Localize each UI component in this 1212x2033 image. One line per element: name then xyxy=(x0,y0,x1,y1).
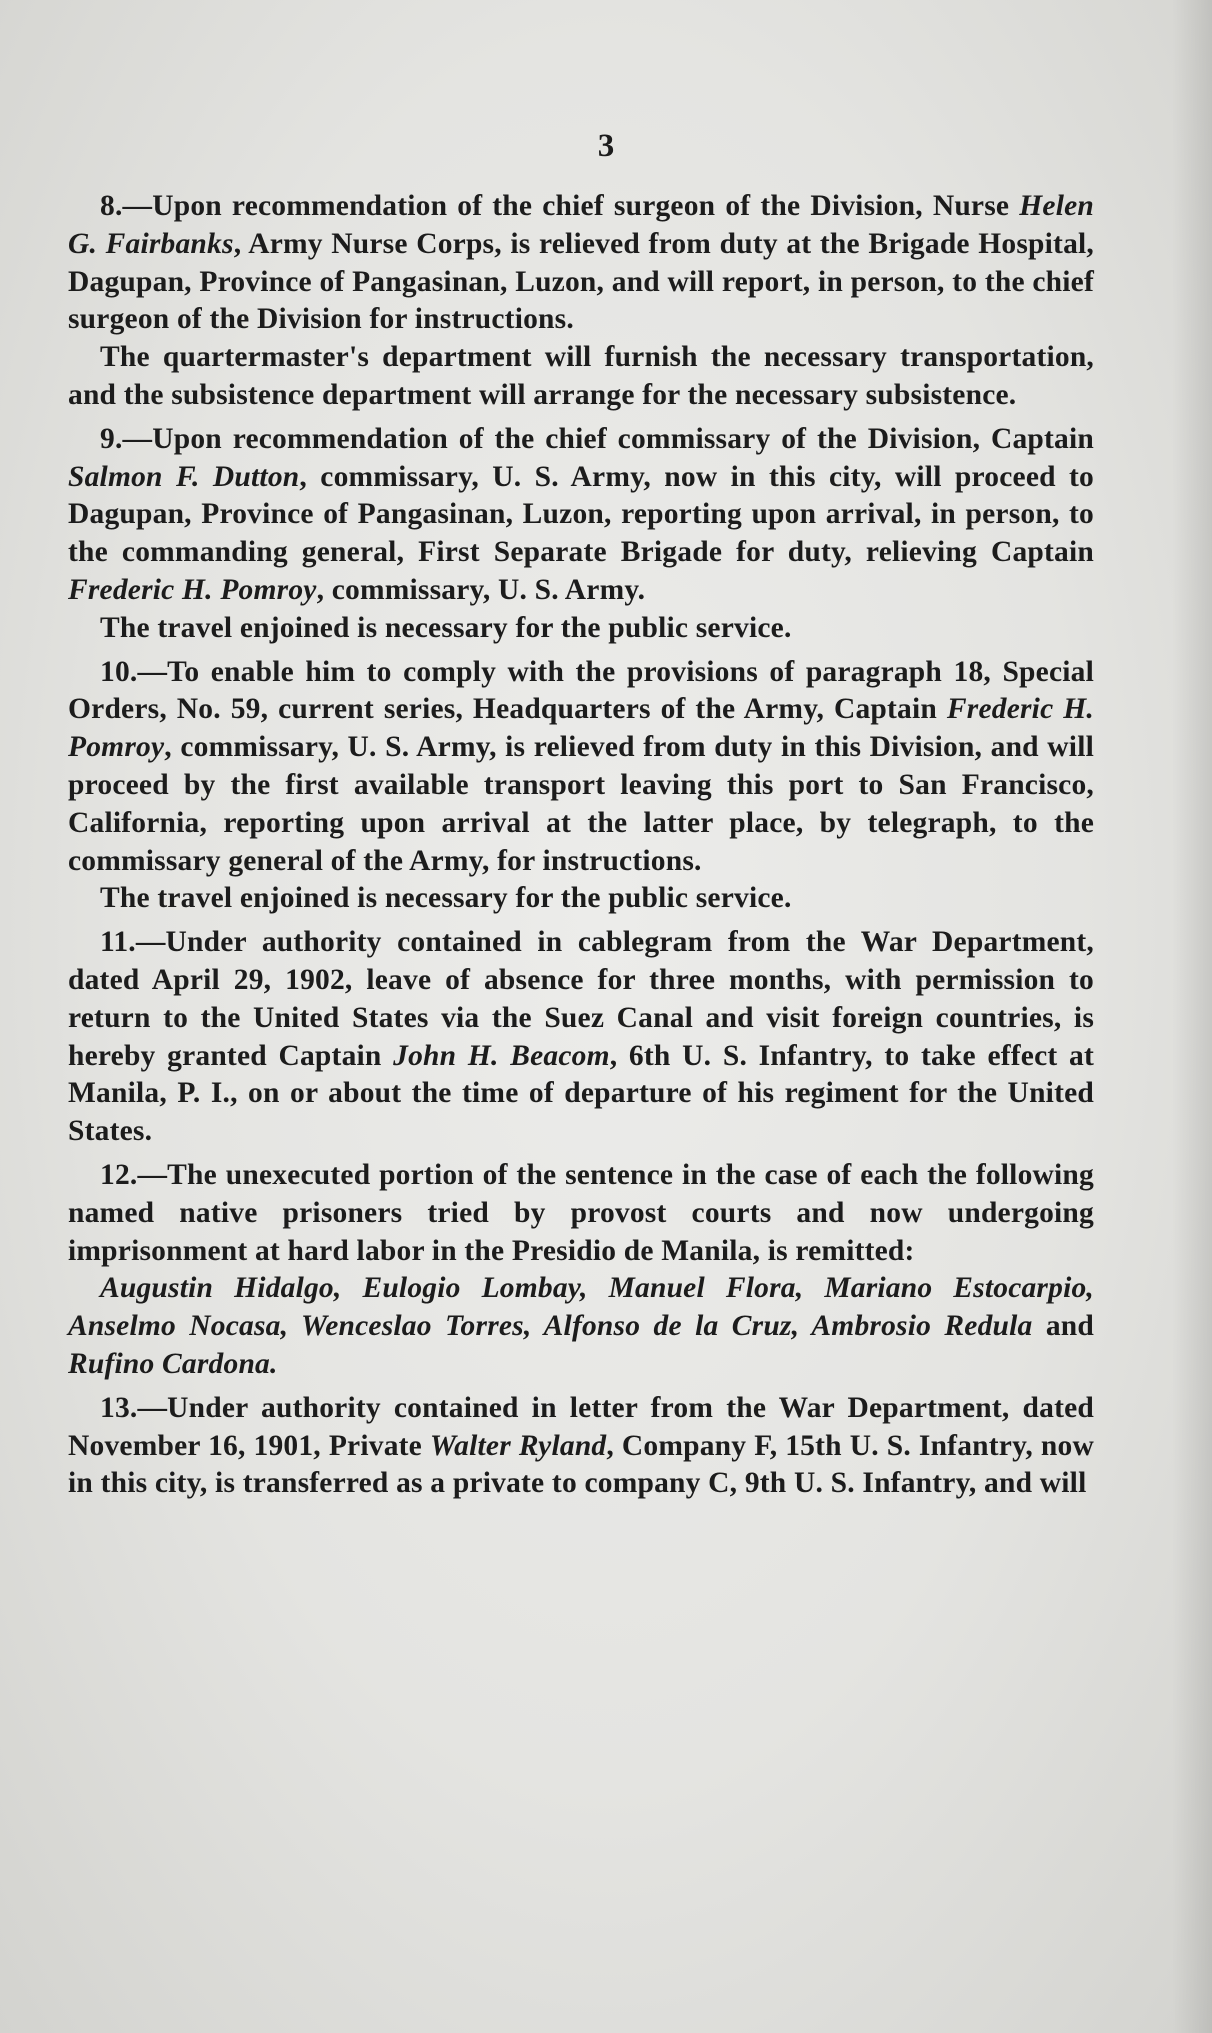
paragraph-8 xyxy=(68,188,1094,339)
paragraph-10-text-a: 10.—To enable him to comply with the provisions of paragraph 18, Special Orders, No. 59, current series, Headquarters of the Army, Captain xyxy=(68,655,1094,726)
paragraph-11-captain-name: John H. Beacom xyxy=(393,1039,610,1072)
paragraph-9-captain-name: Salmon F. Dutton xyxy=(68,460,300,493)
paragraph-9-relieved-captain-name: Frederic H. Pomroy xyxy=(68,573,317,606)
paragraph-11-text-b: , 6th U. S. Infantry, to take effect at Manila, P. I., on or about the time of departure of his regiment for the United States. xyxy=(68,1039,1094,1148)
paragraph-8-text-b: , Army Nurse Corps, is relieved from duty at the Brigade Hospital, Dagupan, Province of Pangasinan, Luzon, and will report, in person, to the chief surgeon of the Division for instructions. xyxy=(68,227,1095,336)
paragraph-13-private-name: Walter Ryland xyxy=(429,1429,607,1462)
page-number: 3 xyxy=(597,128,615,164)
paragraph-12: 12.—The unexecuted portion of the sentence in the case of each the following named native prisoners tried by provost courts and now undergoing imprisonment at hard labor in the Presidio de Manila, is remitted: xyxy=(68,1158,1094,1267)
prisoner-names-and: and xyxy=(1032,1310,1094,1343)
paragraph-11 xyxy=(68,924,1094,1151)
paragraph-8-nurse-name: Helen G. Fairbanks xyxy=(68,190,1094,260)
paragraph-12-prisoner-names xyxy=(68,1270,1094,1383)
paragraph-13-text-b: , Company F, 15th U. S. Infantry, now in this city, is transferred as a private to company C, 9th U. S. Infantry, and will xyxy=(68,1429,1094,1500)
paragraph-9-travel: The travel enjoined is necessary for the public service. xyxy=(100,611,792,644)
document-body xyxy=(68,188,1094,1509)
prisoner-names-last: Rufino Cardona. xyxy=(68,1347,278,1380)
paragraph-8-transportation: The quartermaster's department will furnish the necessary transportation, and the subsistence department will arrange for the necessary subsistence. xyxy=(68,341,1094,411)
paragraph-10-captain-name: Frederic H. Pomroy xyxy=(68,693,1094,764)
paragraph-13-text-a: 13.—Under authority contained in letter from the War Department, dated November 16, 1901, Private xyxy=(68,1391,1094,1462)
paragraph-9 xyxy=(68,421,1094,610)
page-edge-shadow xyxy=(1172,0,1212,2033)
paragraph-8-text-a: 8.—Upon recommendation of the chief surgeon of the Division, Nurse xyxy=(100,190,1020,222)
paragraph-9-text-a: 9.—Upon recommendation of the chief commissary of the Division, Captain xyxy=(100,422,1094,455)
paragraph-10 xyxy=(68,654,1094,881)
paragraph-9-text-c: , commissary, U. S. Army. xyxy=(316,573,646,606)
paragraph-10-text-b: , commissary, U. S. Army, is relieved from duty in this Division, and will proceed by the first available transport leaving this port to San Francisco, California, reporting upon arrival at the latter place, by telegraph, to the commissary general of the Army, for instructions. xyxy=(68,731,1094,877)
paragraph-10-travel: The travel enjoined is necessary for the public service. xyxy=(100,882,792,915)
paragraph-13 xyxy=(68,1390,1094,1503)
paragraph-9-text-b: , commissary, U. S. Army, now in this city, will proceed to Dagupan, Province of Pangasinan, Luzon, reporting upon arrival, in person, to the commanding general, First Separate Brigade for duty, relieving Captain xyxy=(68,460,1094,569)
paragraph-11-text-a: 11.—Under authority contained in cablegram from the War Department, dated April 29, 1902, leave of absence for three months, with permission to return to the United States via the Suez Canal and visit foreign countries, is hereby granted Captain xyxy=(68,926,1094,1072)
prisoner-names-list: Augustin Hidalgo, Eulogio Lombay, Manuel Flora, Mariano Estocarpio, Anselmo Nocasa, Wenceslao Torres, Alfonso de la Cruz, Ambrosio Redula xyxy=(68,1272,1094,1343)
